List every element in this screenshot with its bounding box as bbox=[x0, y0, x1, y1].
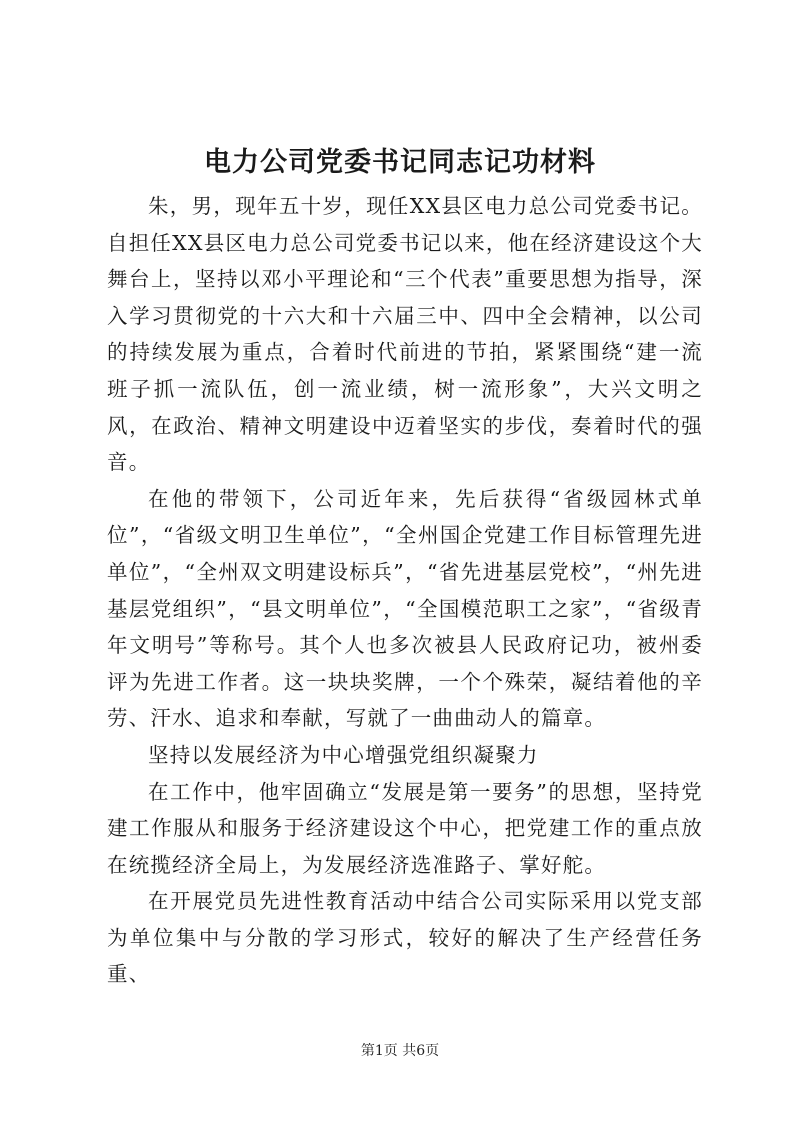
paragraph-work: 在工作中，他牢固确立“发展是第一要务”的思想，坚持党建工作服从和服务于经济建设这个中心，把党建工作的重点放在统揽经济全局上，为发展经济选准路子、掌好舵。 bbox=[107, 779, 703, 877]
page-footer: 第1页 共6页 bbox=[360, 1043, 440, 1059]
paragraph-education: 在开展党员先进性教育活动中结合公司实际采用以党支部为单位集中与分散的学习形式，较好的解决了生产经营任务重、 bbox=[107, 889, 703, 987]
document-title: 电力公司党委书记同志记功材料 bbox=[204, 147, 596, 178]
section-heading: 坚持以发展经济为中心增强党组织凝聚力 bbox=[148, 742, 539, 767]
paragraph-intro: 朱，男，现年五十岁，现任XX县区电力总公司党委书记。自担任XX县区电力总公司党委书记以来，他在经济建设这个大舞台上，坚持以邓小平理论和“三个代表”重要思想为指导，深入学习贯彻党的十六大和十六届三中、四中全会精神，以公司的持续发展为重点，合着时代前进的节拍，紧紧围绕“建一流班子抓一流队伍，创一流业绩，树一流形象”，大兴文明之风，在政治、精神文明建设中迈着坚实的步伐，奏着时代的强音。 bbox=[107, 194, 703, 475]
document-body bbox=[107, 188, 703, 993]
paragraph-honors: 在他的带领下，公司近年来，先后获得“省级园林式单位”，“省级文明卫生单位”，“全州国企党建工作目标管理先进单位”，“全州双文明建设标兵”，“省先进基层党校”，“州先进基层党组织”，“县文明单位”，“全国模范职工之家”，“省级青年文明号”等称号。其个人也多次被县人民政府记功，被州委评为先进工作者。这一块块奖牌，一个个殊荣，凝结着他的辛劳、汗水、追求和奉献，写就了一曲曲动人的篇章。 bbox=[107, 486, 703, 731]
